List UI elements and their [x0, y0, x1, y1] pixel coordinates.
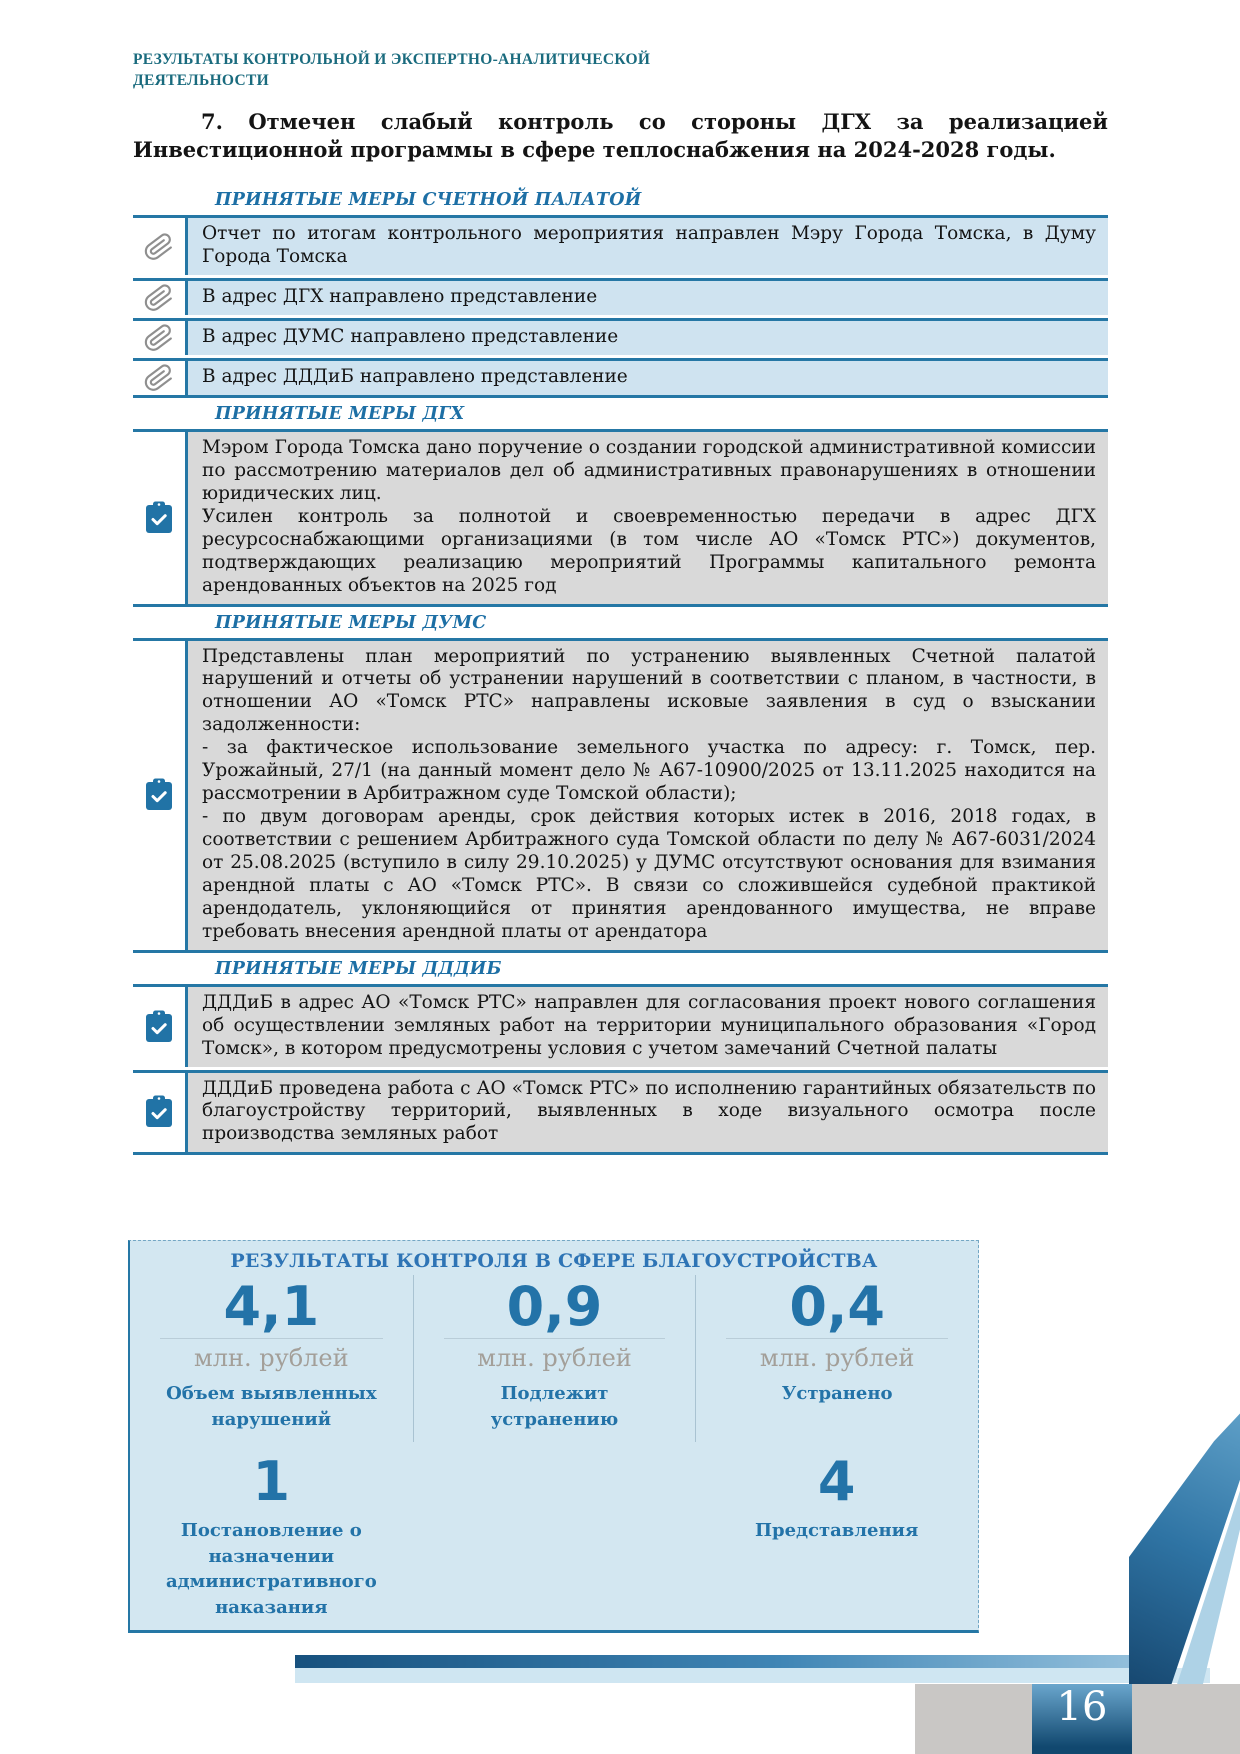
corner-ribbon-graphic: [1055, 1408, 1240, 1684]
table-row: [133, 984, 1108, 1067]
row-text: Отчет по итогам контрольного мероприятия направлен Мэру Города Томска, в Думу Города Томска: [188, 218, 1108, 275]
stat-unit: млн. рублей: [477, 1344, 632, 1373]
stat-empty: [413, 1442, 696, 1630]
measures-table: [133, 638, 1108, 953]
stat-label: Объем выявленных нарушений: [166, 1383, 377, 1430]
stat-value: 4,1: [223, 1275, 320, 1338]
stat-violations: [130, 1275, 413, 1442]
row-text: В адрес ДГХ направлено представление: [188, 281, 1108, 315]
table-row: [133, 358, 1108, 395]
section-audit-chamber: [133, 184, 1108, 398]
stat-fixed: [695, 1275, 978, 1442]
clipboard-check-icon: [143, 1009, 175, 1045]
intro-paragraph: 7. Отмечен слабый контроль со стороны ДГХ за реализацией Инвестиционной программы в сфере теплоснабжения на 2024-2028 годы.: [133, 108, 1108, 162]
stat-unit: млн. рублей: [759, 1344, 915, 1373]
page-number-box: [1032, 1684, 1132, 1754]
paperclip-icon: [142, 361, 176, 395]
stats-row-2: [130, 1442, 978, 1630]
paperclip-icon: [142, 321, 176, 355]
stat-unit: млн. рублей: [194, 1344, 349, 1373]
measures-table: [133, 429, 1108, 607]
table-row: [133, 1070, 1108, 1153]
stat-label: Представления: [755, 1520, 919, 1542]
clipboard-check-icon: [143, 777, 175, 813]
clipboard-check-icon: [143, 1094, 175, 1130]
row-text: В адрес ДДДиБ направлено представление: [188, 361, 1108, 395]
stat-label: Устранено: [781, 1383, 893, 1405]
page-number: 16: [1056, 1684, 1108, 1730]
row-text: Представлены план мероприятий по устранению выявленных Счетной палатой нарушений и отчеты об устранении нарушений в соответствии с планом, в частности, в отношении АО «Томск РТС» направлены исковые заявления в суд о взыскании задолженности: - за фактическое использование земельного участка по адресу: г. Томск, пер. Урожайный, 27/1 (на данный момент дело № А67-10900/2025 от 13.11.2025 находится на рассмотрении в Арбитражном суде Томской области); - по двум договорам аренды, срок действия которых истек в 2016, 2018 годах, в соответствии с решением Арбитражного суда Томской области по делу № А67-6031/2024 от 25.08.2025 (вступило в силу 29.10.2025) у ДУМС отсутствуют основания для взимания арендной платы с АО «Томск РТС». В связи со сложившейся судебной практикой арендодатель, уклоняющийся от принятия арендованного имущества, не вправе требовать внесения арендной платы от арендатора: [188, 641, 1108, 950]
clipboard-check-icon: [143, 500, 175, 536]
footer-bar-dark: [295, 1655, 1175, 1668]
stat-value: 0,4: [789, 1275, 885, 1338]
table-row: [133, 215, 1108, 275]
stat-label: Подлежит устранению: [490, 1383, 619, 1430]
stat-to-fix: [413, 1275, 696, 1442]
paperclip-icon: [142, 281, 176, 315]
row-text: В адрес ДУМС направлено представление: [188, 321, 1108, 355]
stat-submissions: [695, 1442, 978, 1630]
stats-row-1: [130, 1275, 978, 1442]
stat-label: Постановление о назначении административного наказания: [165, 1520, 377, 1618]
table-row: [133, 429, 1108, 604]
measures-table: [133, 984, 1108, 1156]
stat-value: 1: [252, 1450, 291, 1514]
section-title: ПРИНЯТЫЕ МЕРЫ СЧЕТНОЙ ПАЛАТОЙ: [133, 184, 1108, 215]
panel-title: РЕЗУЛЬТАТЫ КОНТРОЛЯ В СФЕРЕ БЛАГОУСТРОЙСТВА: [230, 1250, 878, 1272]
table-row: [133, 318, 1108, 355]
main-column: [133, 50, 1108, 1155]
table-row: [133, 278, 1108, 315]
results-panel: [128, 1240, 979, 1633]
stat-value: 0,9: [506, 1275, 603, 1338]
table-row: [133, 638, 1108, 950]
section-title: ПРИНЯТЫЕ МЕРЫ ДГХ: [133, 398, 1108, 429]
section-dums: [133, 607, 1108, 953]
section-title: ПРИНЯТЫЕ МЕРЫ ДУМС: [133, 607, 1108, 638]
stat-resolution: [130, 1442, 413, 1630]
row-text: ДДДиБ проведена работа с АО «Томск РТС» по исполнению гарантийных обязательств по благоустройству территорий, выявленных в ходе визуального осмотра после производства земляных работ: [188, 1073, 1108, 1153]
paperclip-icon: [142, 230, 176, 264]
section-dgh: [133, 398, 1108, 607]
stat-value: 4: [817, 1450, 856, 1514]
measures-table: [133, 215, 1108, 398]
row-text: Мэром Города Томска дано поручение о создании городской административной комиссии по рассмотрению материалов дел об административных правонарушениях в отношении юридических лиц. Усилен контроль за полнотой и своевременностью передачи в адрес ДГХ ресурсоснабжающими организациями (в том числе АО «Томск РТС») документов, подтверждающих реализацию мероприятий Программы капитального ремонта арендованных объектов на 2025 год: [188, 432, 1108, 604]
row-text: ДДДиБ в адрес АО «Томск РТС» направлен для согласования проект нового соглашения об осуществлении земляных работ на территории муниципального образования «Город Томск», в котором предусмотрены условия с учетом замечаний Счетной палаты: [188, 987, 1108, 1067]
page-kicker: РЕЗУЛЬТАТЫ КОНТРОЛЬНОЙ И ЭКСПЕРТНО-АНАЛИТИЧЕСКОЙ ДЕЯТЕЛЬНОСТИ: [133, 51, 651, 89]
section-title: ПРИНЯТЫЕ МЕРЫ ДДДИБ: [133, 953, 1108, 984]
section-dddib: [133, 953, 1108, 1156]
